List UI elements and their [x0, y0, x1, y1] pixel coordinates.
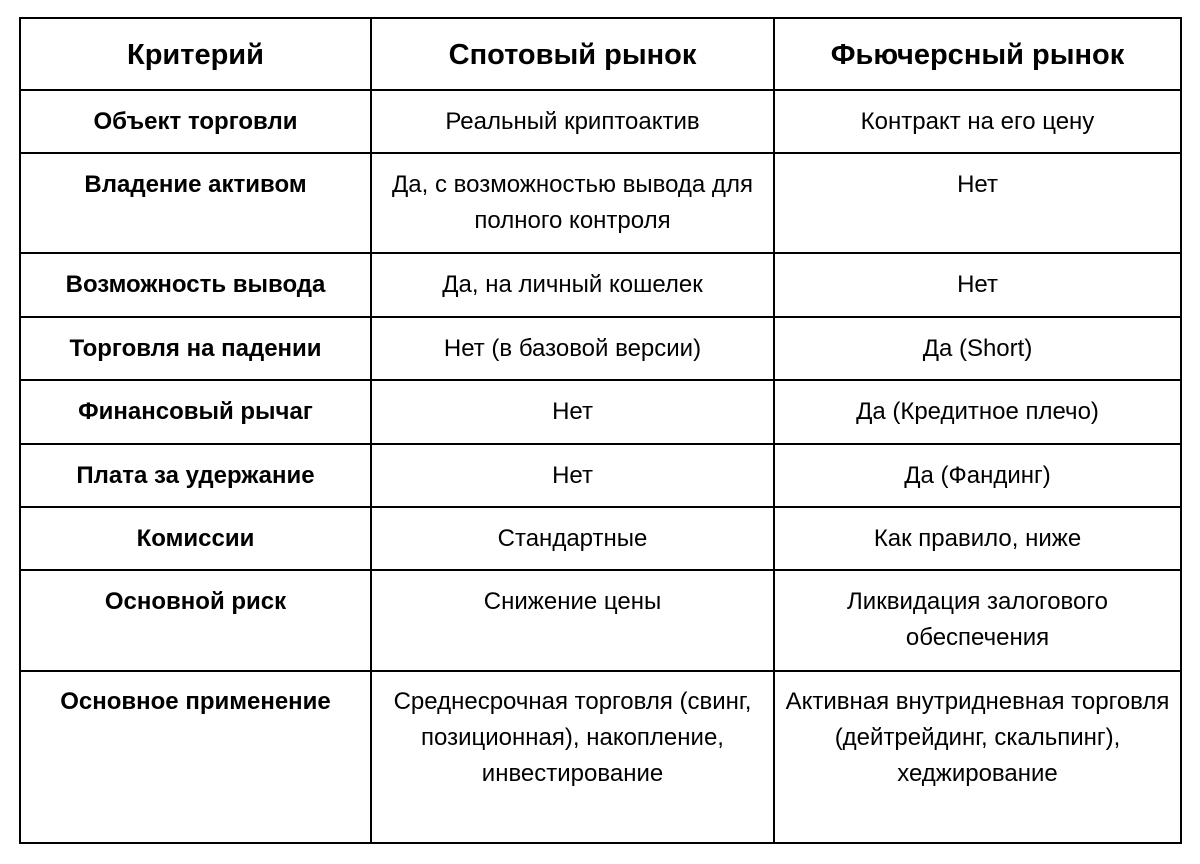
header-spot-market: Спотовый рынок: [371, 18, 774, 90]
spot-cell: Нет: [371, 444, 774, 507]
spot-cell: Реальный криптоактив: [371, 90, 774, 153]
futures-cell: Контракт на его цену: [774, 90, 1181, 153]
futures-cell: Активная внутридневная торговля (дейтрейдинг, скальпинг), хеджирование: [774, 671, 1181, 843]
table-row: [20, 671, 1181, 843]
table-row: [20, 253, 1181, 317]
futures-cell: Да (Фандинг): [774, 444, 1181, 507]
criterion-cell: Владение активом: [20, 153, 371, 253]
spot-cell: Да, на личный кошелек: [371, 253, 774, 317]
table-row: [20, 507, 1181, 570]
spot-cell: Стандартные: [371, 507, 774, 570]
criterion-cell: Основной риск: [20, 570, 371, 671]
header-criterion: Критерий: [20, 18, 371, 90]
futures-cell: Нет: [774, 153, 1181, 253]
futures-cell: Ликвидация залогового обеспечения: [774, 570, 1181, 671]
futures-cell: Нет: [774, 253, 1181, 317]
comparison-table: [19, 17, 1182, 844]
spot-cell: Да, с возможностью вывода для полного контроля: [371, 153, 774, 253]
header-row: [20, 18, 1181, 90]
criterion-cell: Комиссии: [20, 507, 371, 570]
criterion-cell: Основное применение: [20, 671, 371, 843]
table-row: [20, 317, 1181, 380]
spot-cell: Снижение цены: [371, 570, 774, 671]
criterion-cell: Финансовый рычаг: [20, 380, 371, 444]
spot-cell: Нет: [371, 380, 774, 444]
table-row: [20, 570, 1181, 671]
criterion-cell: Объект торговли: [20, 90, 371, 153]
header-futures-market: Фьючерсный рынок: [774, 18, 1181, 90]
table-row: [20, 444, 1181, 507]
table-row: [20, 153, 1181, 253]
spot-cell: Среднесрочная торговля (свинг, позиционная), накопление, инвестирование: [371, 671, 774, 843]
futures-cell: Да (Short): [774, 317, 1181, 380]
futures-cell: Да (Кредитное плечо): [774, 380, 1181, 444]
criterion-cell: Плата за удержание: [20, 444, 371, 507]
futures-cell: Как правило, ниже: [774, 507, 1181, 570]
table-row: [20, 90, 1181, 153]
table-row: [20, 380, 1181, 444]
criterion-cell: Торговля на падении: [20, 317, 371, 380]
criterion-cell: Возможность вывода: [20, 253, 371, 317]
spot-cell: Нет (в базовой версии): [371, 317, 774, 380]
